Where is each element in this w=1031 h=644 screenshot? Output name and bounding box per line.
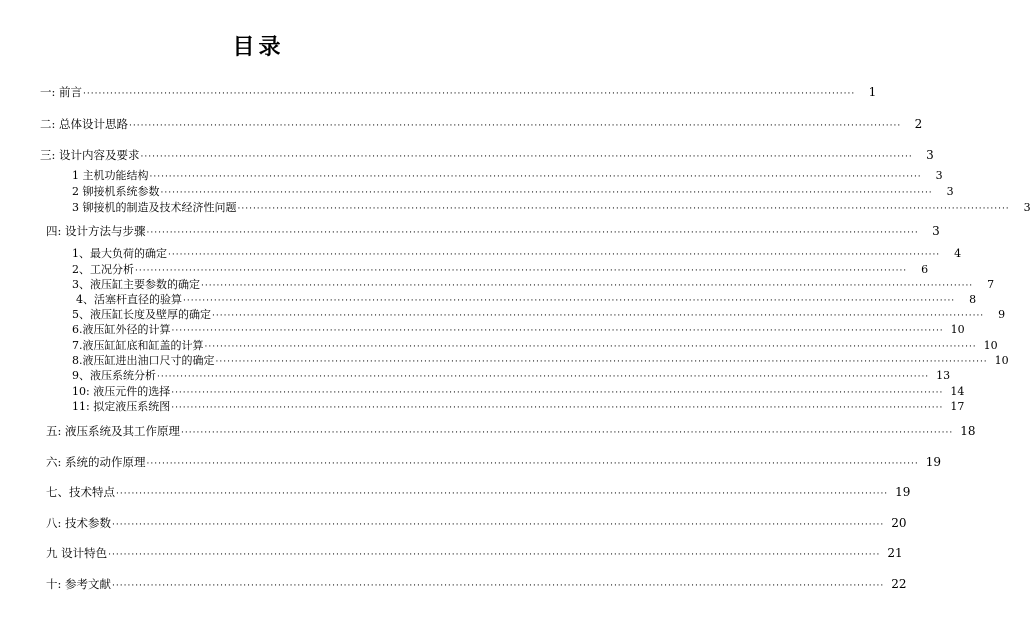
leader-dots: ········································································································································································································ xyxy=(146,228,919,238)
toc-entry-page: 3 xyxy=(946,185,954,198)
toc-entry-label: 10: 液压元件的选择 xyxy=(72,385,171,398)
toc-entry[interactable] xyxy=(46,454,941,470)
leader-dots: ········································································································································································································ xyxy=(146,459,919,469)
toc-entry[interactable] xyxy=(40,116,923,132)
toc-entry-page: 17 xyxy=(950,400,965,413)
page-title: 目录 xyxy=(232,34,285,60)
leader-dots: ········································································································································································································ xyxy=(112,520,885,530)
leader-dots: ········································································································································································································ xyxy=(181,428,954,438)
toc-entry-label: 8.液压缸进出油口尺寸的确定 xyxy=(72,354,215,367)
leader-dots: ········································································································································································································ xyxy=(183,296,956,306)
leader-dots: ········································································································································································································ xyxy=(160,188,933,198)
leader-dots: ········································································································································································································ xyxy=(212,311,985,321)
leader-dots: ········································································································································································································ xyxy=(171,388,944,398)
toc-entry-page: 22 xyxy=(891,577,907,591)
toc-entry-page: 10 xyxy=(950,323,965,336)
toc-entry-page: 19 xyxy=(925,455,941,469)
toc-entry-label: 9、液压系统分析 xyxy=(72,369,156,382)
toc-entry-page: 6 xyxy=(921,263,929,276)
leader-dots: ········································································································································································································ xyxy=(83,89,856,99)
toc-entry-label: 11: 拟定液压系统图 xyxy=(72,400,171,413)
toc-entry[interactable] xyxy=(72,353,1009,369)
toc-entry[interactable] xyxy=(72,262,929,278)
leader-dots: ········································································································································································································ xyxy=(204,342,977,352)
toc-entry-page: 21 xyxy=(887,546,903,560)
toc-entry-label: 三: 设计内容及要求 xyxy=(40,148,140,162)
toc-entry-page: 3 xyxy=(932,224,940,238)
toc-entry[interactable] xyxy=(76,292,977,308)
leader-dots: ········································································································································································································ xyxy=(135,266,908,276)
toc-entry[interactable] xyxy=(46,576,907,592)
toc-entry-label: 2、工况分析 xyxy=(72,263,134,276)
toc-entry-page: 13 xyxy=(936,369,951,382)
toc-entry[interactable] xyxy=(40,84,877,100)
leader-dots: ········································································································································································································ xyxy=(171,326,944,336)
toc-entry[interactable] xyxy=(46,223,940,239)
toc-entry-page: 10 xyxy=(983,339,998,352)
toc-entry-label: 六: 系统的动作原理 xyxy=(46,455,146,469)
toc-entry-label: 3、液压缸主要参数的确定 xyxy=(72,278,200,291)
toc-entry[interactable] xyxy=(72,168,943,184)
leader-dots: ········································································································································································································ xyxy=(116,489,889,499)
toc-entry[interactable] xyxy=(40,147,934,163)
toc-entry-page: 14 xyxy=(950,385,965,398)
toc-entry[interactable] xyxy=(72,384,965,400)
toc-entry-page: 20 xyxy=(891,516,907,530)
leader-dots: ········································································································································································································ xyxy=(149,172,922,182)
leader-dots: ········································································································································································································ xyxy=(157,372,930,382)
toc-entry-page: 19 xyxy=(895,485,911,499)
toc-entry-page: 3 xyxy=(935,169,943,182)
toc-entry-page: 4 xyxy=(954,247,962,260)
toc-entry[interactable] xyxy=(72,307,1006,323)
toc-entry-page: 7 xyxy=(987,278,995,291)
toc-entry-page: 9 xyxy=(998,308,1006,321)
leader-dots: ········································································································································································································ xyxy=(171,403,944,413)
toc-entry[interactable] xyxy=(72,368,951,384)
toc-entry[interactable] xyxy=(46,515,907,531)
toc-entry[interactable] xyxy=(72,338,998,354)
toc-entry-page: 8 xyxy=(969,293,977,306)
toc-entry[interactable] xyxy=(72,184,954,200)
toc-entry-label: 一: 前言 xyxy=(40,85,83,99)
toc-entry[interactable] xyxy=(46,484,911,500)
toc-entry-page: 3 xyxy=(926,148,934,162)
toc-entry-page: 10 xyxy=(994,354,1009,367)
leader-dots: ········································································································································································································ xyxy=(129,121,902,131)
toc-entry-label: 6.液压缸外径的计算 xyxy=(72,323,171,336)
toc-entry-label: 7.液压缸缸底和缸盖的计算 xyxy=(72,339,204,352)
leader-dots: ········································································································································································································ xyxy=(215,357,988,367)
toc-entry-label: 十: 参考文献 xyxy=(46,577,112,591)
toc-entry-label: 3 铆接机的制造及技术经济性问题 xyxy=(72,201,237,214)
toc-entry[interactable] xyxy=(72,322,965,338)
toc-entry-page: 18 xyxy=(960,424,976,438)
leader-dots: ········································································································································································································ xyxy=(140,152,913,162)
leader-dots: ········································································································································································································ xyxy=(168,250,941,260)
toc-entry-page: 3 xyxy=(1023,201,1031,214)
toc-entry-label: 八: 技术参数 xyxy=(46,516,112,530)
toc-entry[interactable] xyxy=(46,545,903,561)
toc-entry-label: 1 主机功能结构 xyxy=(72,169,149,182)
toc-entry-label: 二: 总体设计思路 xyxy=(40,117,129,131)
toc-entry[interactable] xyxy=(72,200,1031,216)
toc-entry[interactable] xyxy=(72,399,965,415)
leader-dots: ········································································································································································································ xyxy=(201,281,974,291)
toc-entry-label: 七、技术特点 xyxy=(46,485,115,499)
toc-entry[interactable] xyxy=(72,277,995,293)
toc-entry[interactable] xyxy=(46,423,976,439)
toc-entry-label: 2 铆接机系统参数 xyxy=(72,185,160,198)
toc-entry-label: 五: 液压系统及其工作原理 xyxy=(46,424,181,438)
leader-dots: ········································································································································································································ xyxy=(108,550,881,560)
toc-entry-label: 四: 设计方法与步骤 xyxy=(46,224,146,238)
toc-entry[interactable] xyxy=(72,246,962,262)
toc-entry-label: 九 设计特色 xyxy=(46,546,108,560)
toc-entry-page: 1 xyxy=(868,85,877,99)
toc-entry-label: 4、活塞杆直径的验算 xyxy=(76,293,182,306)
leader-dots: ········································································································································································································ xyxy=(112,581,885,591)
toc-entry-label: 1、最大负荷的确定 xyxy=(72,247,167,260)
toc-entry-label: 5、液压缸长度及壁厚的确定 xyxy=(72,308,211,321)
toc-entry-page: 2 xyxy=(914,117,923,131)
leader-dots: ········································································································································································································ xyxy=(237,204,1010,214)
